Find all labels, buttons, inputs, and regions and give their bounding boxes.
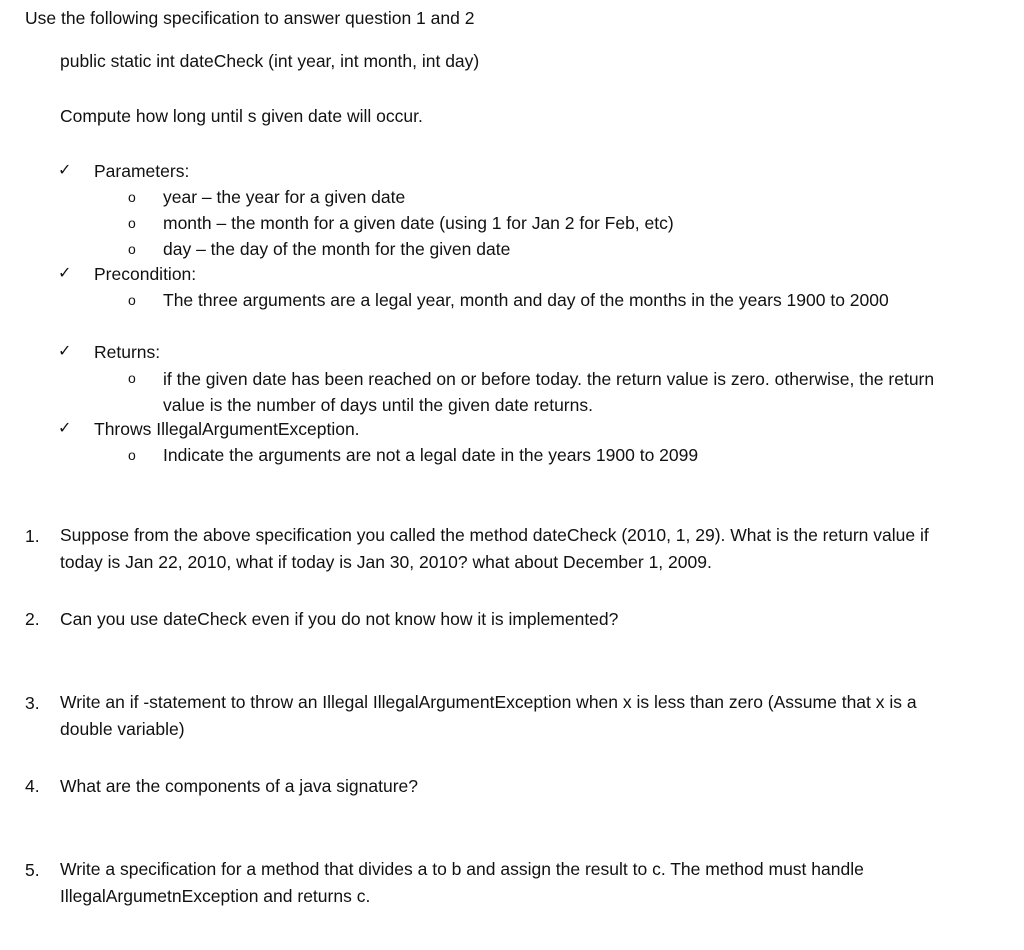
returns-text: if the given date has been reached on or before today. the return value is zero. otherwise, the return value is the number of days until the given date returns. — [163, 369, 935, 415]
question-number: 4. — [25, 776, 40, 796]
method-signature: public static int dateCheck (int year, int month, int day) — [60, 51, 480, 71]
check-icon: ✓ — [58, 265, 72, 282]
question-number: 2. — [25, 609, 40, 629]
param-month: month – the month for a given date (using 1 for Jan 2 for Feb, etc) — [163, 213, 674, 233]
section-label-precondition: Precondition: — [94, 264, 197, 284]
circle-bullet-icon: o — [128, 189, 136, 205]
param-year: year – the year for a given date — [163, 187, 406, 207]
method-description: Compute how long until s given date will occur. — [60, 106, 423, 126]
circle-bullet-icon: o — [128, 292, 136, 308]
question-text: What are the components of a java signature? — [60, 776, 418, 796]
question-text: Suppose from the above specification you called the method dateCheck (2010, 1, 29). What is the return value if today is Jan 22, 2010, what if today is Jan 30, 2010? what about December 1, 2009. — [60, 525, 929, 572]
precondition-text: The three arguments are a legal year, month and day of the months in the years 1900 to 2000 — [163, 290, 889, 310]
param-day: day – the day of the month for the given date — [163, 239, 511, 259]
question-text: Can you use dateCheck even if you do not know how it is implemented? — [60, 609, 619, 629]
question-number: 3. — [25, 693, 40, 713]
question-number: 5. — [25, 860, 40, 880]
section-label-parameters: Parameters: — [94, 161, 190, 181]
question-text: Write an if -statement to throw an Illegal IllegalArgumentException when x is less than zero (Assume that x is a double variable) — [60, 692, 917, 739]
circle-bullet-icon: o — [128, 241, 136, 257]
question-text: Write a specification for a method that divides a to b and assign the result to c. The method must handle IllegalArgumetnException and returns c. — [60, 859, 864, 906]
check-icon: ✓ — [58, 162, 72, 179]
question-number: 1. — [25, 526, 40, 546]
throws-text: Indicate the arguments are not a legal date in the years 1900 to 2099 — [163, 445, 699, 465]
circle-bullet-icon: o — [128, 370, 136, 386]
check-icon: ✓ — [58, 343, 72, 360]
check-icon: ✓ — [58, 420, 72, 437]
section-label-throws: Throws IllegalArgumentException. — [94, 419, 360, 439]
circle-bullet-icon: o — [128, 447, 136, 463]
circle-bullet-icon: o — [128, 215, 136, 231]
intro-text: Use the following specification to answer question 1 and 2 — [25, 8, 475, 28]
section-label-returns: Returns: — [94, 342, 161, 362]
